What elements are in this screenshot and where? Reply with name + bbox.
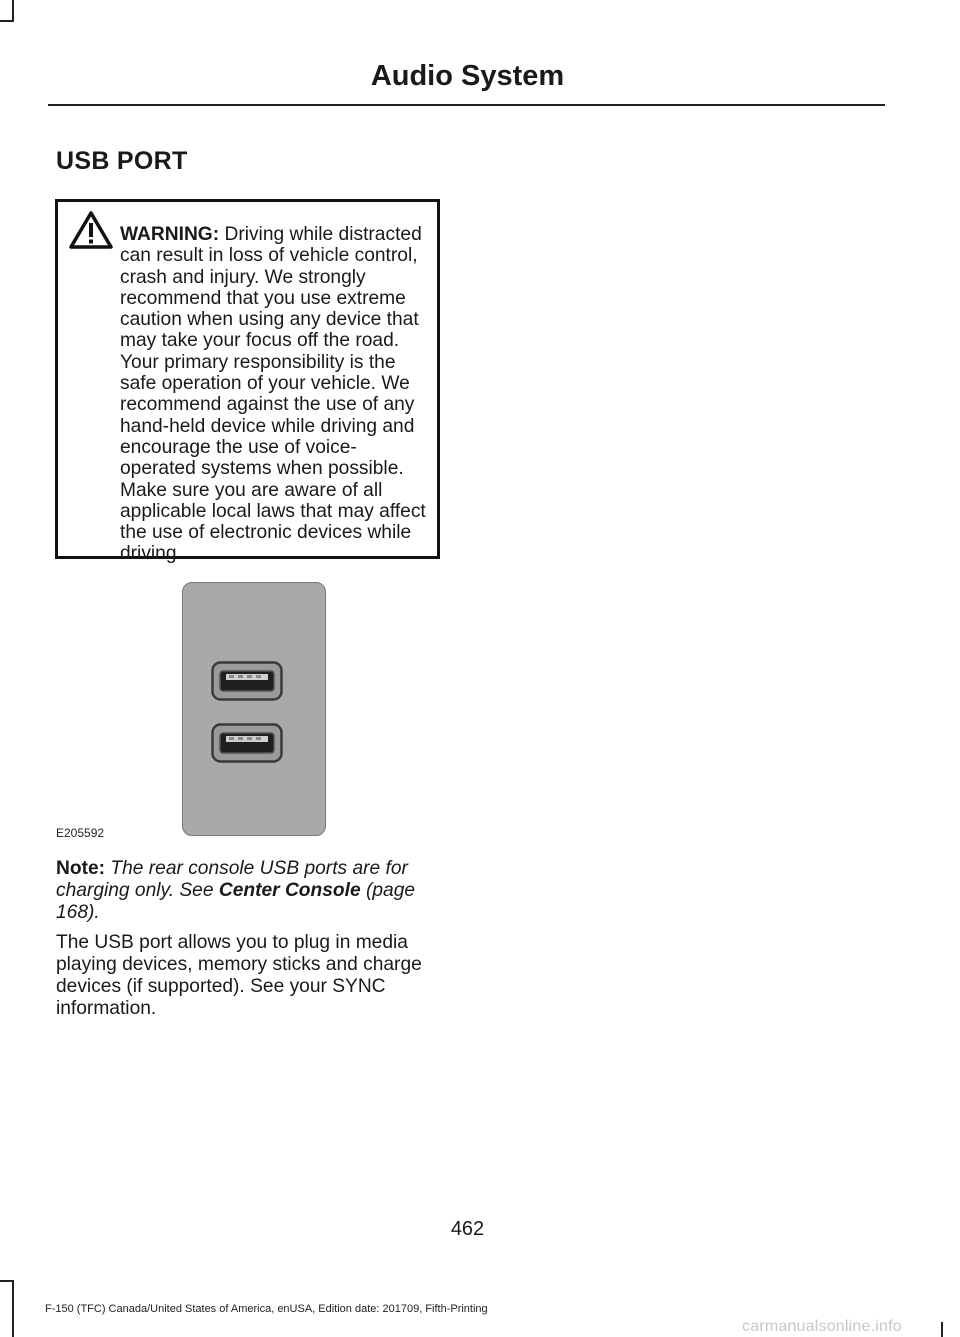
warning-box xyxy=(55,199,440,565)
figure-id: E205592 xyxy=(56,826,105,840)
note-reference-link[interactable]: Center Console xyxy=(218,880,361,901)
crop-mark xyxy=(12,1280,14,1337)
footer-edition: F-150 (TFC) Canada/United States of America, enUSA, Edition date: 201709, Fifth-Printing xyxy=(45,1303,488,1315)
crop-mark xyxy=(12,0,14,20)
warning-label: WARNING: xyxy=(120,224,220,245)
warning-text xyxy=(64,224,431,565)
crop-mark xyxy=(0,1280,14,1282)
warning-triangle-icon xyxy=(68,210,114,250)
note-text: The rear console USB ports are for charging only. See xyxy=(56,858,408,901)
note-label: Note: xyxy=(56,858,106,879)
header-divider xyxy=(48,104,885,106)
watermark: carmanualsonline.info xyxy=(742,1318,902,1335)
note-page-ref: (page 168). xyxy=(56,880,416,923)
page-number: 462 xyxy=(450,1218,485,1240)
usb-port-icon xyxy=(211,723,283,763)
crop-mark xyxy=(0,20,14,22)
usb-port-figure xyxy=(182,582,326,836)
body-paragraph: The USB port allows you to plug in media playing devices, memory sticks and charge devices (if supported). See your SYNC information. xyxy=(56,932,422,1019)
note xyxy=(56,858,451,924)
crop-mark xyxy=(941,1322,943,1337)
section-heading: USB PORT xyxy=(56,147,188,175)
usb-port-icon xyxy=(211,661,283,701)
chapter-title: Audio System xyxy=(370,60,565,92)
warning-body: Driving while distracted can result in loss of vehicle control, crash and injury. We strongly recommend that you use extreme caution when using any device that may take your focus off the road. Your primary responsibility is the safe operation of your vehicle. We recommend against the use of any hand-held device while driving and encourage the use of voice-operated systems when possible. Make sure you are aware of all applicable local laws that may affect the use of electronic devices while driving. xyxy=(120,224,426,565)
